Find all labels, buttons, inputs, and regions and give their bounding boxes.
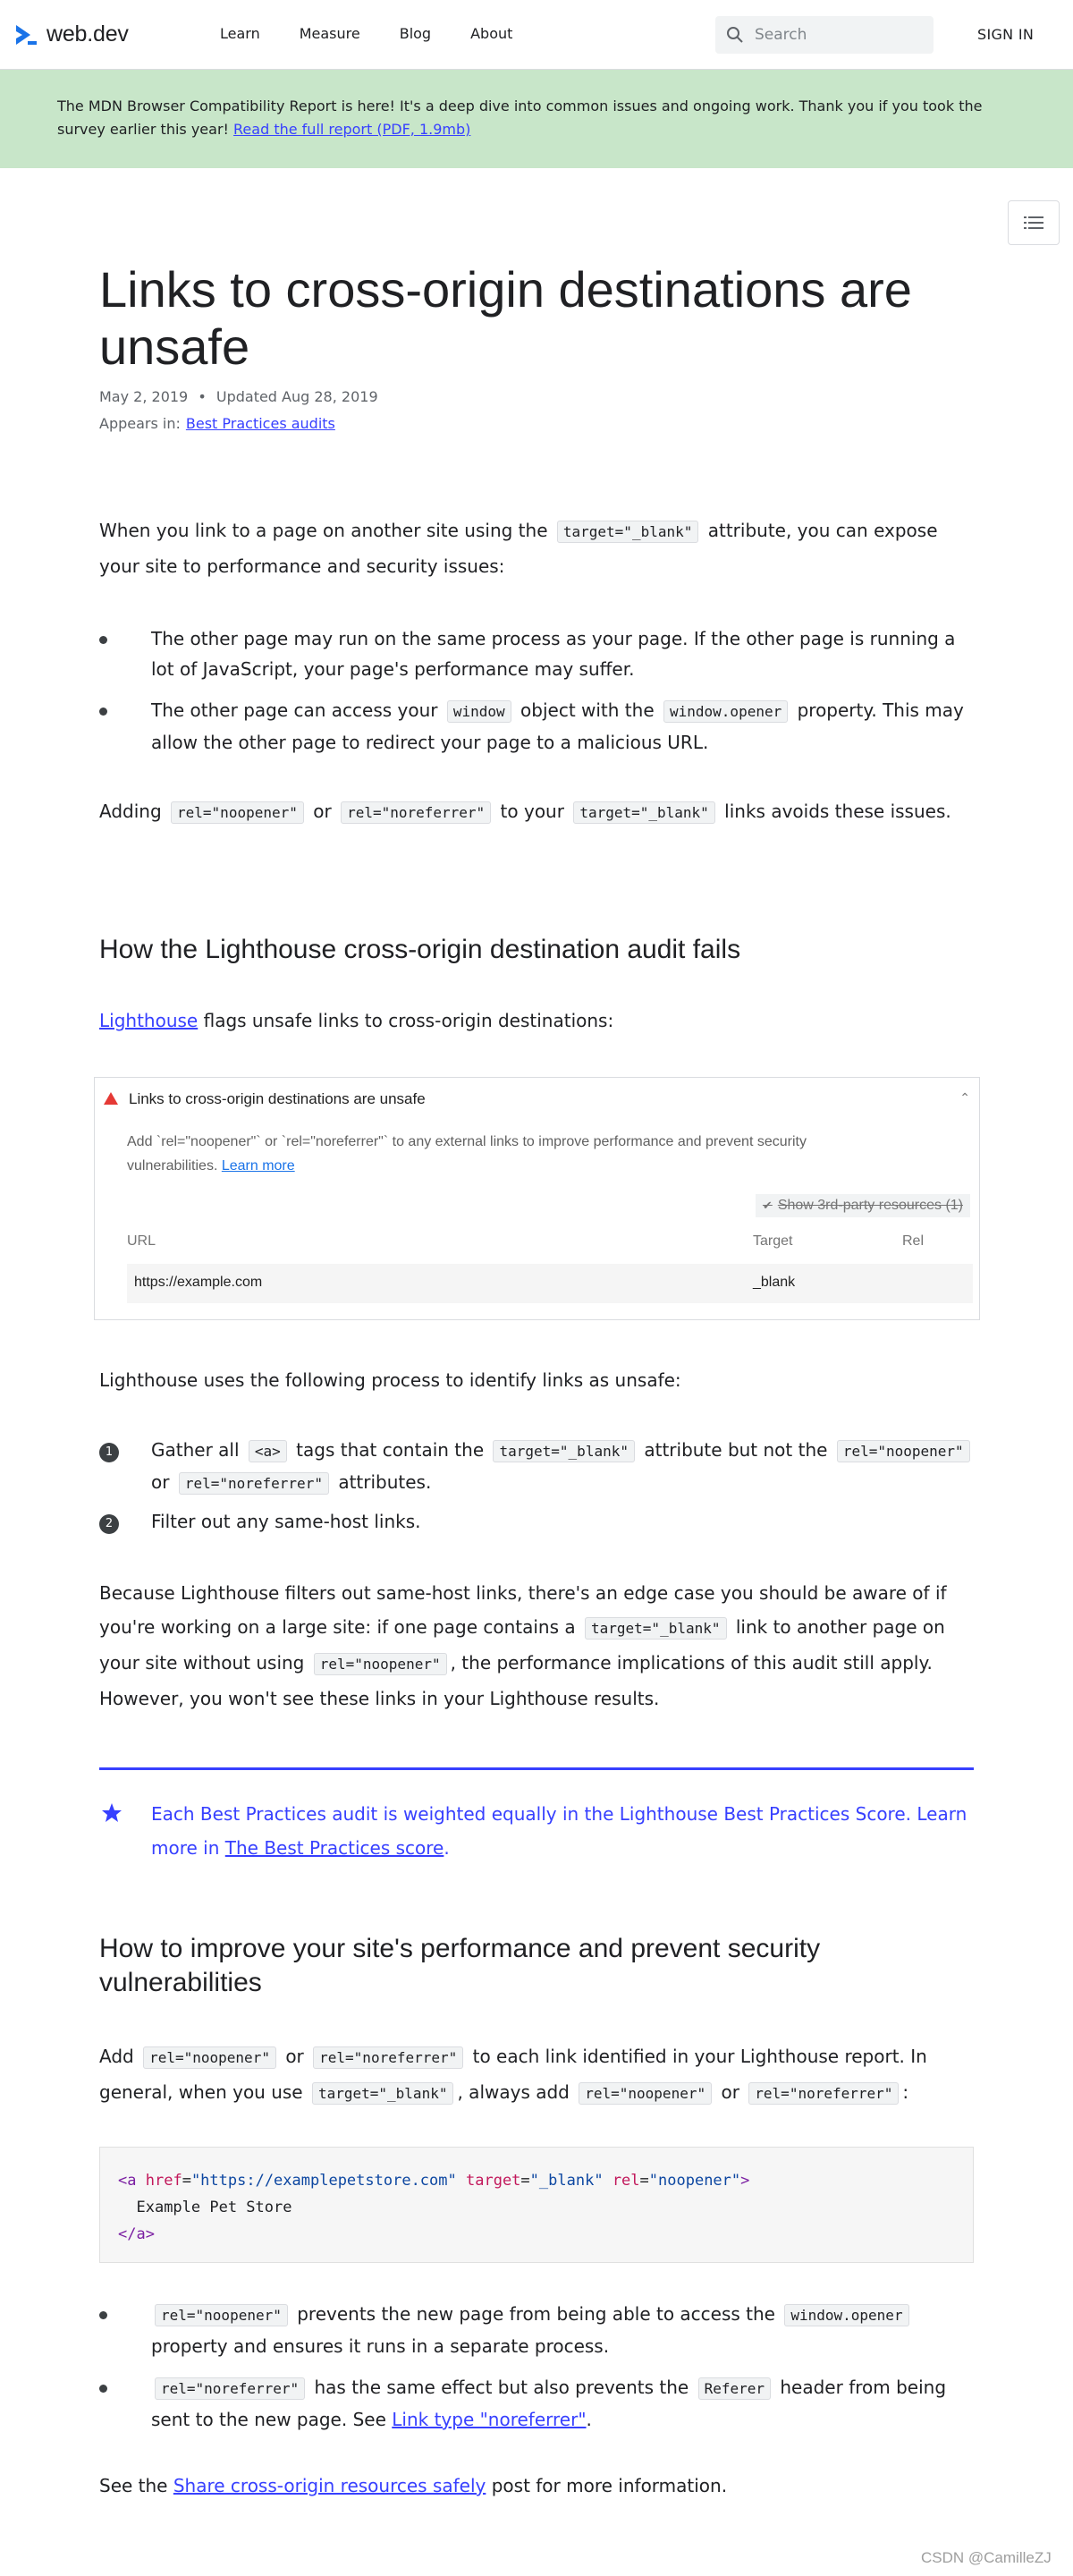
third-party-label: Show 3rd-party resources (1)	[777, 1198, 963, 1213]
inline-code: <a>	[249, 1440, 287, 1462]
text: Adding	[99, 801, 162, 822]
text: prevents the new page from being able to access the	[297, 2303, 775, 2325]
text: Filter out any same-host links.	[151, 1511, 421, 1532]
text: has the same effect but also prevents the	[314, 2377, 689, 2398]
text: or	[313, 801, 332, 822]
article-dates	[99, 388, 974, 405]
inline-code: rel="noreferrer"	[313, 2046, 463, 2069]
star-icon	[101, 1802, 123, 1824]
banner-link[interactable]: Read the full report (PDF, 1.9mb)	[233, 121, 471, 138]
search-icon	[726, 26, 744, 44]
code-token: Example Pet Store	[136, 2199, 292, 2216]
text: to each link identified in your Lighthouse report. In general, when you use	[99, 2046, 927, 2103]
section-heading-improve: How to improve your site's performance and prevent security vulnerabilities	[99, 1934, 821, 1997]
text: The other page may run on the same process as your page. If the other page is running a lot of JavaScript, your page's performance may suffer.	[151, 628, 956, 680]
top-navigation-bar	[0, 0, 1073, 70]
inline-code: target="_blank"	[493, 1440, 635, 1462]
risk-list	[99, 623, 974, 758]
learn-more-link[interactable]: Learn more	[221, 1158, 295, 1174]
inline-code: rel="noreferrer"	[341, 801, 491, 824]
code-block	[99, 2147, 974, 2263]
text: attribute, you can expose your site to performance and security issues:	[99, 520, 938, 577]
page-title: Links to cross-origin destinations are unsafe	[99, 261, 912, 375]
text: links avoids these issues.	[724, 801, 951, 822]
edge-case-paragraph	[99, 1576, 974, 1716]
step-number: 1	[99, 1443, 119, 1462]
logo[interactable]	[14, 21, 129, 47]
text: or	[721, 2081, 739, 2103]
info-callout	[99, 1767, 974, 1865]
text: header from being sent to the new page. See	[151, 2377, 947, 2430]
inline-code: target="_blank"	[573, 801, 715, 824]
adding-paragraph	[99, 794, 974, 830]
text: or	[151, 1471, 170, 1493]
warning-triangle-icon	[104, 1092, 118, 1105]
noreferrer-link[interactable]: Link type "noreferrer"	[392, 2409, 587, 2430]
code-token: "noopener"	[648, 2172, 741, 2190]
text: flags unsafe links to cross-origin destinations:	[198, 1010, 614, 1031]
text: to your	[500, 801, 564, 822]
publish-date: May 2, 2019	[99, 388, 189, 405]
section-heading-audit-fails: How the Lighthouse cross-origin destination audit fails	[99, 935, 741, 964]
inline-code: window.opener	[784, 2304, 908, 2326]
updated-date: Updated Aug 28, 2019	[215, 388, 378, 405]
text: attribute but not the	[644, 1439, 828, 1461]
text: object with the	[520, 699, 655, 721]
inline-code: rel="noreferrer"	[155, 2377, 305, 2400]
inline-code: rel="noopener"	[314, 1653, 447, 1675]
inline-code: target="_blank"	[585, 1617, 727, 1640]
improve-paragraph	[99, 2039, 974, 2111]
code-token: =	[182, 2172, 191, 2190]
appears-in	[99, 415, 974, 432]
text: :	[902, 2081, 909, 2103]
inline-code: window.opener	[663, 700, 788, 723]
process-intro: Lighthouse uses the following process to identify links as unsafe:	[99, 1369, 681, 1391]
nav-about[interactable]: About	[470, 25, 513, 42]
process-steps	[99, 1435, 974, 1537]
column-header-target: Target	[753, 1233, 793, 1249]
list-item	[99, 1506, 974, 1537]
code-token: =	[520, 2172, 530, 2190]
checkmark-icon: ✔	[762, 1199, 773, 1212]
see-also-paragraph	[99, 2469, 974, 2503]
step-number: 2	[99, 1514, 119, 1534]
text: Gather all	[151, 1439, 240, 1461]
share-resources-link[interactable]: Share cross-origin resources safely	[173, 2475, 486, 2496]
code-token: =	[639, 2172, 649, 2190]
list-icon	[1024, 216, 1043, 230]
search-placeholder: Search	[755, 26, 807, 44]
logo-text: web.dev	[46, 21, 129, 47]
column-header-url: URL	[127, 1233, 156, 1249]
row-url: https://example.com	[134, 1275, 263, 1290]
text: attributes.	[338, 1471, 432, 1493]
text: When you link to a page on another site using the	[99, 520, 548, 541]
list-item	[99, 623, 974, 684]
list-item	[99, 2299, 974, 2361]
text: Add	[99, 2046, 134, 2067]
appears-in-label: Appears in:	[99, 415, 181, 432]
code-token: "_blank"	[529, 2172, 604, 2190]
code-token: </a>	[118, 2225, 155, 2243]
column-header-rel: Rel	[902, 1233, 925, 1249]
inline-code: Referer	[698, 2377, 771, 2400]
main-nav	[220, 25, 512, 42]
lighthouse-audit-panel	[94, 1077, 980, 1320]
text: or	[285, 2046, 304, 2067]
code-token: href	[145, 2172, 182, 2190]
banner-text: The MDN Browser Compatibility Report is here! It's a deep dive into common issues and ongoing work. Thank you if you took the survey earlier this year!	[57, 97, 983, 138]
inline-code: rel="noopener"	[143, 2046, 276, 2069]
nav-measure[interactable]: Measure	[299, 25, 360, 42]
row-target: _blank	[753, 1275, 796, 1290]
lighthouse-flags-paragraph	[99, 1004, 974, 1038]
text: tags that contain the	[296, 1439, 485, 1461]
inline-code: rel="noopener"	[171, 801, 304, 824]
list-item	[99, 2372, 974, 2435]
text: link to another page on your site without using	[99, 1616, 945, 1674]
appears-in-link[interactable]: Best Practices audits	[185, 415, 335, 432]
text: , always add	[457, 2081, 570, 2103]
watermark: CSDN @CamilleZJ	[921, 2549, 1052, 2566]
intro-paragraph	[99, 513, 974, 583]
sign-in-button[interactable]: SIGN IN	[977, 26, 1035, 43]
rel-explanation-list	[99, 2299, 974, 2435]
text: The other page can access your	[151, 699, 438, 721]
collapse-chevron-icon[interactable]: ⌃	[959, 1090, 970, 1105]
text: , the performance implications of this audit still apply. However, you won't see these links in your Lighthouse results.	[99, 1652, 933, 1709]
inline-code: rel="noreferrer"	[179, 1472, 329, 1495]
inline-code: rel="noopener"	[155, 2304, 288, 2326]
code-token: <a	[118, 2172, 137, 2190]
text: Add `rel="noopener"` or `rel="noreferrer"` to any external links to improve performance and prevent security vulnerabilities.	[127, 1134, 807, 1174]
date-separator: •	[198, 388, 207, 405]
text: .	[444, 1837, 450, 1859]
text: Each Best Practices audit is weighted equally in the Lighthouse Best Practices Score. Learn more in	[151, 1803, 967, 1859]
inline-code: rel="noopener"	[837, 1440, 970, 1462]
text: property. This may allow the other page to redirect your page to a malicious URL.	[151, 699, 964, 753]
list-item	[99, 695, 974, 758]
search-input[interactable]	[715, 16, 934, 54]
nav-blog[interactable]: Blog	[399, 25, 432, 42]
inline-code: target="_blank"	[557, 521, 699, 543]
text: Because Lighthouse filters out same-host links, there's an edge case you should be aware of if you're working on a large site: if one page contains a	[99, 1582, 947, 1638]
code-token: target	[466, 2172, 521, 2190]
text: post for more information.	[486, 2475, 728, 2496]
text: See the	[99, 2475, 173, 2496]
inline-code: window	[447, 700, 511, 723]
best-practices-score-link[interactable]: The Best Practices score	[224, 1837, 444, 1859]
list-item	[99, 1435, 974, 1499]
announcement-banner	[0, 70, 1073, 168]
text: .	[586, 2409, 592, 2430]
code-token: >	[740, 2172, 750, 2190]
text: property and ensures it runs in a separate process.	[151, 2335, 610, 2357]
code-token: rel	[612, 2172, 640, 2190]
lighthouse-link[interactable]: Lighthouse	[99, 1010, 199, 1031]
third-party-toggle[interactable]	[756, 1194, 970, 1217]
table-of-contents-button[interactable]	[1008, 200, 1060, 245]
web-dev-logo-icon	[14, 23, 38, 47]
nav-learn[interactable]: Learn	[220, 25, 260, 42]
inline-code: rel="noreferrer"	[748, 2082, 899, 2105]
inline-code: rel="noopener"	[579, 2082, 712, 2105]
audit-description	[127, 1130, 896, 1178]
inline-code: target="_blank"	[312, 2082, 454, 2105]
audit-title: Links to cross-origin destinations are unsafe	[129, 1090, 426, 1107]
code-token: "https://examplepetstore.com"	[190, 2172, 457, 2190]
